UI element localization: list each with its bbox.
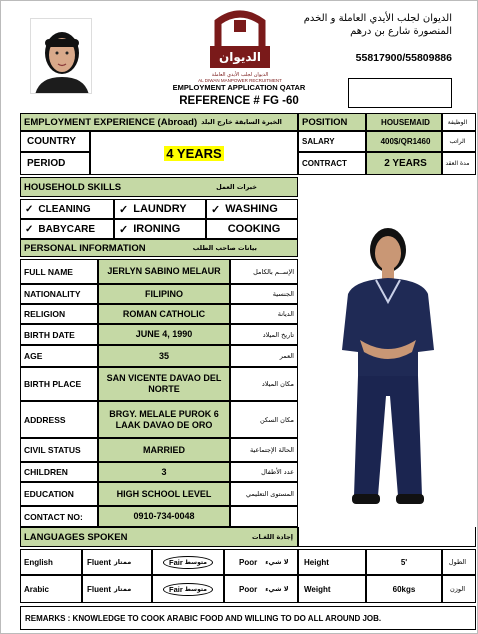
full-name-label: FULL NAME — [20, 259, 98, 284]
period-label: PERIOD — [20, 152, 90, 175]
skill-cooking: COOKING — [206, 219, 298, 239]
education-arabic: المستوى التعليمي — [230, 482, 298, 506]
logo-caption: الديوان لجلب الأيدي العاملة AL DIWAN MANPOWER RECRUITMENT — [198, 72, 282, 83]
languages-header: LANGUAGES SPOKEN إجادة اللغـات — [20, 527, 298, 547]
company-line-2: المنصورة شارع بن درهم — [350, 26, 452, 37]
contract-value: 2 YEARS — [366, 152, 442, 175]
reference-number: REFERENCE # FG -60 — [179, 95, 299, 107]
reference-box — [348, 78, 452, 108]
education-value: HIGH SCHOOL LEVEL — [98, 482, 230, 506]
height-label: Height — [298, 549, 366, 575]
lang-arabic: Arabic — [20, 575, 82, 603]
civil-status-arabic: الحالة الإجتماعية — [230, 438, 298, 462]
contact-value: 0910-734-0048 — [98, 506, 230, 527]
salary-value: 400$/QR1460 — [366, 131, 442, 152]
skill-ironing: ✓ IRONING — [114, 219, 206, 239]
contact-label: CONTACT NO: — [20, 506, 98, 527]
contract-arabic: مدة العقد — [442, 152, 476, 175]
weight-value: 60kgs — [366, 575, 442, 603]
position-arabic: الوظيفة — [442, 113, 476, 131]
check-icon: ✓ — [211, 203, 221, 216]
experience-years-cell — [90, 131, 298, 175]
height-arabic: الطول — [442, 549, 476, 575]
skill-washing: ✓ WASHING — [206, 199, 298, 219]
arabic-poor: Poor لا شيء — [224, 575, 298, 603]
country-label: COUNTRY — [20, 131, 90, 152]
arabic-fluent: Fluent ممتاز — [82, 575, 152, 603]
nationality-label: NATIONALITY — [20, 284, 98, 304]
birth-date-arabic: تاريخ الميلاد — [230, 324, 298, 345]
full-name-arabic: الإســم بالكامل — [230, 259, 298, 284]
religion-value: ROMAN CATHOLIC — [98, 304, 230, 324]
contact-arabic-blank — [230, 506, 298, 527]
civil-status-label: CIVIL STATUS — [20, 438, 98, 462]
check-icon: ✓ — [25, 203, 34, 215]
english-fair — [152, 549, 224, 575]
check-icon: ✓ — [119, 203, 129, 216]
languages-header-blank — [298, 527, 476, 547]
arabic-fair — [152, 575, 224, 603]
birth-place-label: BIRTH PLACE — [20, 367, 98, 401]
address-label: ADDRESS — [20, 401, 98, 438]
nationality-arabic: الجنسية — [230, 284, 298, 304]
religion-arabic: الديانة — [230, 304, 298, 324]
lang-english: English — [20, 549, 82, 575]
religion-label: RELIGION — [20, 304, 98, 324]
company-arabic-name — [300, 12, 452, 38]
logo-text: الديوان — [219, 50, 261, 64]
check-icon: ✓ — [119, 223, 129, 236]
weight-arabic: الوزن — [442, 575, 476, 603]
children-value: 3 — [98, 462, 230, 482]
age-arabic: العمر — [230, 345, 298, 367]
personal-header: PERSONAL INFORMATION بيانات صاحب الطلب — [20, 239, 298, 257]
skill-cleaning: ✓ CLEANING — [20, 199, 114, 219]
english-fluent: Fluent ممتاز — [82, 549, 152, 575]
phone-numbers: 55817900/55809886 — [355, 52, 452, 64]
skill-laundry: ✓ LAUNDRY — [114, 199, 206, 219]
age-value: 35 — [98, 345, 230, 367]
english-poor: Poor لا شيء — [224, 549, 298, 575]
experience-years: 4 YEARS — [166, 145, 222, 161]
remarks: REMARKS : KNOWLEDGE TO COOK ARABIC FOOD AND WILLING TO DO ALL AROUND JOB. — [20, 606, 476, 630]
experience-header: EMPLOYMENT EXPERIENCE (Abroad) الخبرة السابقة خارج البلد — [20, 113, 298, 131]
civil-status-value: MARRIED — [98, 438, 230, 462]
salary-label: SALARY — [298, 131, 366, 152]
headshot-photo — [30, 18, 92, 94]
check-icon: ✓ — [25, 223, 34, 235]
skill-babycare: ✓ BABYCARE — [20, 219, 114, 239]
position-label: POSITION — [298, 113, 366, 131]
address-arabic: مكان السكن — [230, 401, 298, 438]
company-line-1: الديوان لجلب الأيدي العاملة و الخدم — [303, 13, 452, 24]
company-logo — [204, 8, 276, 76]
children-arabic: عدد الأطفال — [230, 462, 298, 482]
nationality-value: FILIPINO — [98, 284, 230, 304]
birth-date-label: BIRTH DATE — [20, 324, 98, 345]
position-value: HOUSEMAID — [366, 113, 442, 131]
birth-date-value: JUNE 4, 1990 — [98, 324, 230, 345]
application-title: EMPLOYMENT APPLICATION QATAR — [172, 83, 306, 92]
age-label: AGE — [20, 345, 98, 367]
children-label: CHILDREN — [20, 462, 98, 482]
fair-circle: Fair متوسط — [163, 583, 213, 596]
education-label: EDUCATION — [20, 482, 98, 506]
salary-arabic: الراتب — [442, 131, 476, 152]
contract-label: CONTRACT — [298, 152, 366, 175]
weight-label: Weight — [298, 575, 366, 603]
height-value: 5' — [366, 549, 442, 575]
fullbody-photo — [300, 200, 476, 520]
skills-header: HOUSEHOLD SKILLS خبرات العمل — [20, 177, 298, 197]
fair-circle: Fair متوسط — [163, 556, 213, 569]
birth-place-value: SAN VICENTE DAVAO DEL NORTE — [98, 367, 230, 401]
birth-place-arabic: مكان الميلاد — [230, 367, 298, 401]
full-name-value: JERLYN SABINO MELAUR — [98, 259, 230, 284]
address-value: BRGY. MELALE PUROK 6 LAAK DAVAO DE ORO — [98, 401, 230, 438]
